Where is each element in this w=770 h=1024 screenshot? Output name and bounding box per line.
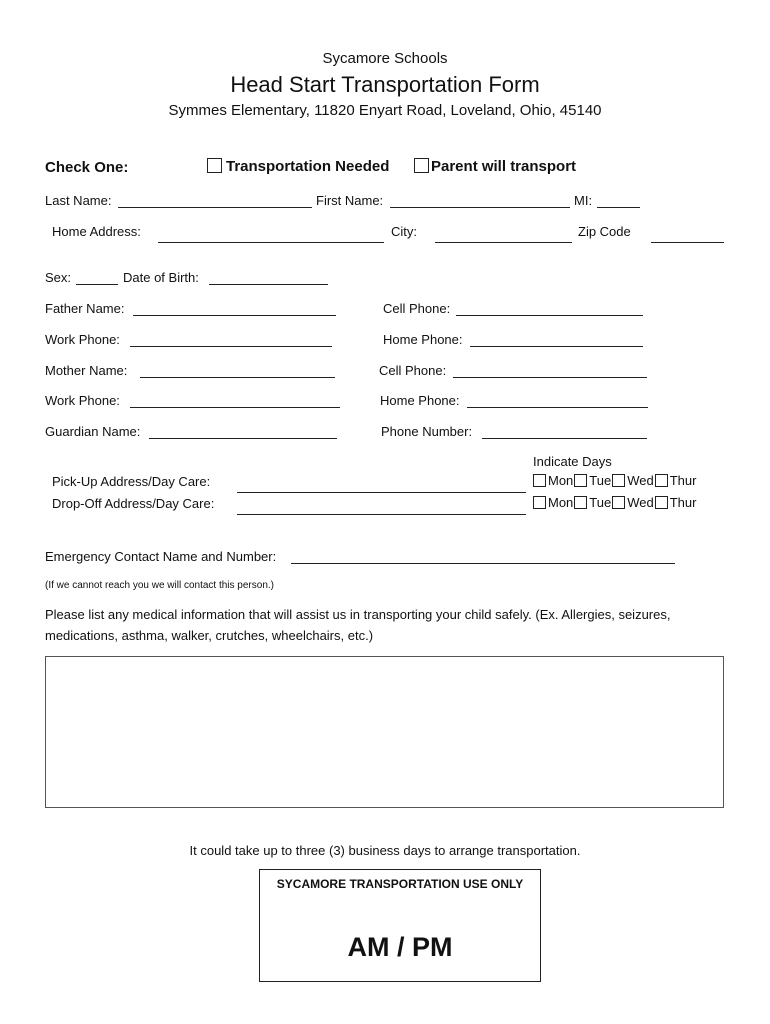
- zip-label: Zip Code: [578, 224, 631, 239]
- father-work-label: Work Phone:: [45, 332, 120, 347]
- medical-instructions-line2: medications, asthma, walker, crutches, wheelchairs, etc.): [45, 628, 374, 643]
- form-title: Head Start Transportation Form: [230, 72, 540, 97]
- office-use-label: SYCAMORE TRANSPORTATION USE ONLY: [276, 877, 524, 891]
- pickup-address-field[interactable]: [237, 492, 526, 493]
- wed-label: Wed: [627, 495, 654, 510]
- guardian-phone-field[interactable]: [482, 438, 647, 439]
- last-name-label: Last Name:: [45, 193, 112, 208]
- father-home-field[interactable]: [470, 346, 643, 347]
- pickup-mon-checkbox[interactable]: [533, 474, 546, 487]
- dropoff-tue[interactable]: [574, 495, 611, 510]
- option-transportation-needed[interactable]: [207, 158, 389, 175]
- home-address-label: Home Address:: [52, 224, 141, 239]
- sex-label: Sex:: [45, 270, 72, 285]
- school-address: Symmes Elementary, 11820 Enyart Road, Loveland, Ohio, 45140: [168, 102, 602, 119]
- dropoff-days: [533, 495, 697, 510]
- pickup-wed[interactable]: [612, 473, 654, 488]
- mother-cell-field[interactable]: [453, 377, 647, 378]
- mother-work-field[interactable]: [130, 407, 340, 408]
- dropoff-label: Drop-Off Address/Day Care:: [52, 496, 215, 511]
- mi-field[interactable]: [597, 207, 640, 208]
- last-name-field[interactable]: [118, 207, 312, 208]
- pickup-label: Pick-Up Address/Day Care:: [52, 474, 211, 489]
- parent-will-transport-checkbox[interactable]: [414, 158, 429, 173]
- city-label: City:: [391, 224, 417, 239]
- guardian-name-field[interactable]: [149, 438, 337, 439]
- pickup-thur[interactable]: [655, 473, 697, 488]
- dropoff-mon-checkbox[interactable]: [533, 496, 546, 509]
- transportation-needed-checkbox[interactable]: [207, 158, 222, 173]
- arrangement-notice: It could take up to three (3) business days to arrange transportation.: [189, 843, 581, 858]
- mi-label: MI:: [574, 193, 593, 208]
- father-cell-field[interactable]: [456, 315, 643, 316]
- pickup-tue-checkbox[interactable]: [574, 474, 587, 487]
- mother-home-label: Home Phone:: [380, 393, 460, 408]
- city-field[interactable]: [435, 242, 572, 243]
- thur-label: Thur: [669, 495, 697, 510]
- wed-label: Wed: [627, 473, 654, 488]
- emergency-contact-label: Emergency Contact Name and Number:: [45, 549, 277, 564]
- medical-instructions-line1: Please list any medical information that will assist us in transporting your child safely. (Ex. Allergies, seizures,: [45, 607, 671, 622]
- am-pm-label: AM / PM: [347, 932, 453, 962]
- emergency-contact-field[interactable]: [291, 563, 675, 564]
- check-one-label: Check One:: [45, 159, 129, 176]
- mother-name-label: Mother Name:: [45, 363, 128, 378]
- indicate-days-label: Indicate Days: [533, 454, 612, 469]
- pickup-mon[interactable]: [533, 473, 573, 488]
- pickup-days: [533, 473, 697, 488]
- transportation-needed-label: Transportation Needed: [226, 158, 390, 175]
- mother-home-field[interactable]: [467, 407, 648, 408]
- mother-cell-label: Cell Phone:: [379, 363, 447, 378]
- first-name-field[interactable]: [390, 207, 570, 208]
- sex-field[interactable]: [76, 284, 118, 285]
- father-cell-label: Cell Phone:: [383, 301, 451, 316]
- home-address-field[interactable]: [158, 242, 384, 243]
- first-name-label: First Name:: [316, 193, 384, 208]
- mother-name-field[interactable]: [140, 377, 335, 378]
- mon-label: Mon: [548, 495, 574, 510]
- dropoff-wed[interactable]: [612, 495, 654, 510]
- office-use-box: [259, 869, 541, 982]
- dropoff-mon[interactable]: [533, 495, 573, 510]
- mother-work-label: Work Phone:: [45, 393, 120, 408]
- pickup-wed-checkbox[interactable]: [612, 474, 625, 487]
- father-home-label: Home Phone:: [383, 332, 463, 347]
- org-name: Sycamore Schools: [322, 50, 448, 67]
- dropoff-wed-checkbox[interactable]: [612, 496, 625, 509]
- thur-label: Thur: [669, 473, 697, 488]
- father-work-field[interactable]: [130, 346, 332, 347]
- tue-label: Tue: [589, 473, 612, 488]
- father-name-field[interactable]: [133, 315, 336, 316]
- pickup-tue[interactable]: [574, 473, 611, 488]
- dropoff-address-field[interactable]: [237, 514, 526, 515]
- emergency-note: (If we cannot reach you we will contact this person.): [45, 580, 274, 591]
- mon-label: Mon: [548, 473, 574, 488]
- parent-will-transport-label: Parent will transport: [431, 158, 577, 175]
- dropoff-thur-checkbox[interactable]: [655, 496, 668, 509]
- option-parent-will-transport[interactable]: [414, 158, 576, 175]
- guardian-phone-label: Phone Number:: [381, 424, 473, 439]
- dropoff-tue-checkbox[interactable]: [574, 496, 587, 509]
- tue-label: Tue: [589, 495, 612, 510]
- father-name-label: Father Name:: [45, 301, 125, 316]
- pickup-thur-checkbox[interactable]: [655, 474, 668, 487]
- dob-field[interactable]: [209, 284, 328, 285]
- guardian-name-label: Guardian Name:: [45, 424, 141, 439]
- dob-label: Date of Birth:: [123, 270, 199, 285]
- zip-field[interactable]: [651, 242, 724, 243]
- dropoff-thur[interactable]: [655, 495, 697, 510]
- medical-info-textarea[interactable]: [45, 656, 724, 808]
